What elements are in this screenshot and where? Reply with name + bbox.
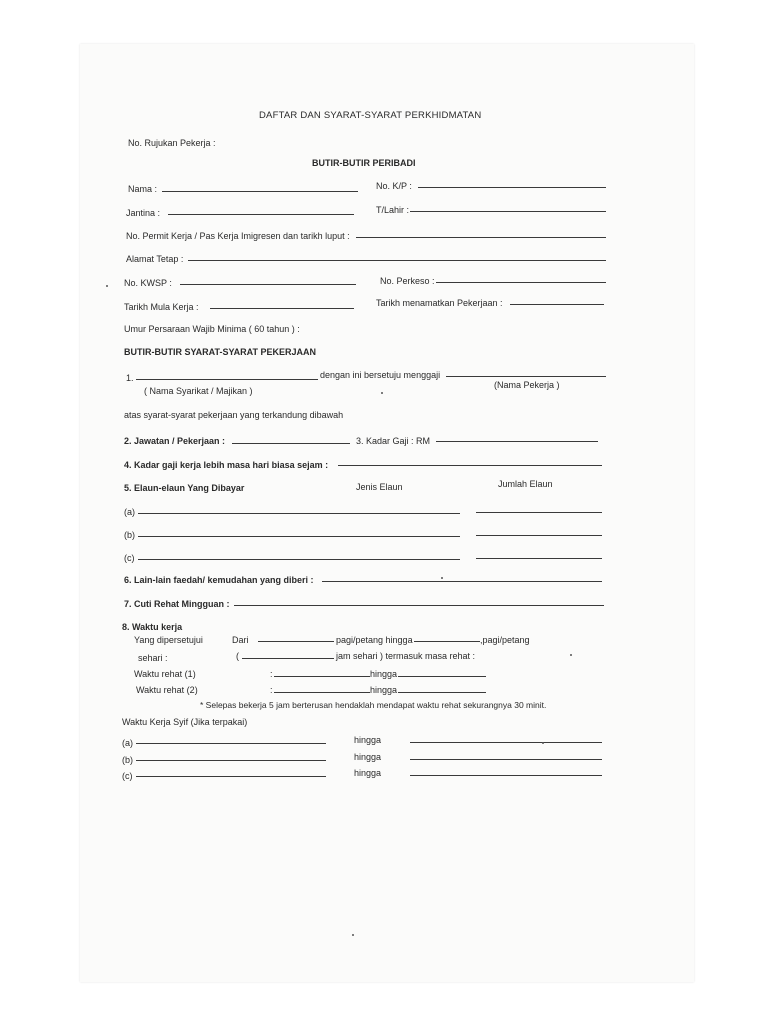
syif-b-label: (b) (122, 755, 133, 765)
nokp-field[interactable] (418, 187, 606, 188)
syif-b-hingga: hingga (354, 752, 382, 762)
terms-text: atas syarat-syarat pekerjaan yang terkandung dibawah (124, 410, 344, 420)
terms-heading: BUTIR-BUTIR SYARAT-SYARAT PEKERJAAN (124, 347, 317, 357)
open-paren: ( (236, 651, 239, 661)
speck (441, 577, 443, 579)
employer-field[interactable] (136, 379, 318, 380)
elaun-b-amount-field[interactable] (476, 535, 602, 536)
syif-a-label: (a) (122, 738, 133, 748)
faedah-field[interactable] (322, 581, 602, 582)
dipersetujui-label: Yang dipersetujui (134, 635, 203, 645)
elaun-label: 5. Elaun-elaun Yang Dibayar (124, 483, 245, 493)
waktu-kerja-label: 8. Waktu kerja (122, 622, 183, 632)
pagi-petang-1: pagi/petang hingga (336, 635, 413, 645)
syif-b-to-field[interactable] (410, 759, 602, 760)
employer-caption: ( Nama Syarikat / Majikan ) (144, 386, 253, 396)
personal-heading: BUTIR-BUTIR PERIBADI (312, 158, 416, 168)
kadar-ot-field[interactable] (338, 465, 602, 466)
agree-text: dengan ini bersetuju menggaji (320, 370, 441, 380)
elaun-c-type-field[interactable] (138, 559, 460, 560)
speck (352, 934, 354, 936)
syif-label: Waktu Kerja Syif (Jika terpakai) (122, 717, 248, 727)
jenis-elaun-header: Jenis Elaun (356, 482, 403, 492)
sehari-label: sehari : (138, 653, 168, 663)
rehat2-colon: : (270, 685, 273, 695)
rehat2-label: Waktu rehat (2) (136, 685, 198, 695)
syif-c-hingga: hingga (354, 768, 382, 778)
speck (106, 285, 108, 287)
elaun-c-label: (c) (124, 553, 135, 563)
cuti-label: 7. Cuti Rehat Mingguan : (124, 599, 230, 609)
rehat2-from-field[interactable] (274, 692, 370, 693)
syif-b-from-field[interactable] (136, 760, 326, 761)
cuti-field[interactable] (234, 605, 604, 606)
elaun-c-amount-field[interactable] (476, 558, 602, 559)
elaun-a-label: (a) (124, 507, 135, 517)
elaun-a-amount-field[interactable] (476, 512, 602, 513)
jam-sehari-text: jam sehari ) termasuk masa rehat : (336, 651, 476, 661)
tamat-field[interactable] (510, 304, 604, 305)
gaji-field[interactable] (436, 441, 598, 442)
kadar-ot-label: 4. Kadar gaji kerja lebih masa hari biasa sejam : (124, 460, 329, 470)
ref-label: No. Rujukan Pekerja : (128, 138, 216, 148)
rehat1-colon: : (270, 669, 273, 679)
syif-c-from-field[interactable] (136, 776, 326, 777)
alamat-field[interactable] (188, 260, 606, 261)
perkeso-label: No. Perkeso : (380, 276, 435, 286)
kwsp-label: No. KWSP : (124, 278, 172, 288)
mula-field[interactable] (210, 308, 354, 309)
tlahir-field[interactable] (410, 211, 606, 212)
syif-c-label: (c) (122, 771, 133, 781)
rehat2-hingga: hingga (370, 685, 398, 695)
jawatan-label: 2. Jawatan / Pekerjaan : (124, 436, 226, 446)
item1-num: 1. (126, 373, 134, 383)
permit-label: No. Permit Kerja / Pas Kerja Imigresen dan tarikh luput : (126, 231, 350, 241)
speck (542, 742, 544, 744)
kwsp-field[interactable] (180, 284, 356, 285)
jawatan-field[interactable] (232, 443, 350, 444)
syif-a-to-field[interactable] (410, 742, 602, 743)
alamat-label: Alamat Tetap : (126, 254, 184, 264)
nama-field[interactable] (162, 191, 358, 192)
jantina-label: Jantina : (126, 208, 161, 218)
elaun-b-type-field[interactable] (138, 536, 460, 537)
faedah-label: 6. Lain-lain faedah/ kemudahan yang diberi : (124, 575, 314, 585)
mula-label: Tarikh Mula Kerja : (124, 302, 199, 312)
pagi-petang-2: ,pagi/petang (480, 635, 530, 645)
speck (570, 654, 572, 656)
employee-field[interactable] (446, 376, 606, 377)
syif-c-to-field[interactable] (410, 775, 602, 776)
gaji-label: 3. Kadar Gaji : RM (356, 436, 431, 446)
permit-field[interactable] (356, 237, 606, 238)
form-title: DAFTAR DAN SYARAT-SYARAT PERKHIDMATAN (259, 110, 482, 121)
speck (381, 392, 383, 394)
elaun-b-label: (b) (124, 530, 135, 540)
elaun-a-type-field[interactable] (138, 513, 460, 514)
nokp-label: No. K/P : (376, 181, 412, 191)
tamat-label: Tarikh menamatkan Pekerjaan : (376, 298, 503, 308)
rest-note: * Selepas bekerja 5 jam berterusan hendaklah mendapat waktu rehat sekurangnya 30 minit. (200, 700, 547, 710)
jantina-field[interactable] (168, 214, 354, 215)
employee-caption: (Nama Pekerja ) (494, 380, 560, 390)
perkeso-field[interactable] (436, 282, 606, 283)
hingga-field[interactable] (414, 641, 480, 642)
jam-sehari-field[interactable] (242, 658, 334, 659)
nama-label: Nama : (128, 184, 158, 194)
dari-field[interactable] (258, 641, 334, 642)
syif-a-hingga: hingga (354, 735, 382, 745)
tlahir-label: T/Lahir : (376, 205, 410, 215)
rehat1-to-field[interactable] (398, 676, 486, 677)
rehat1-label: Waktu rehat (1) (134, 669, 196, 679)
dari-label: Dari (232, 635, 249, 645)
rehat2-to-field[interactable] (398, 692, 486, 693)
rehat1-hingga: hingga (370, 669, 398, 679)
syif-a-from-field[interactable] (136, 743, 326, 744)
umur-label: Umur Persaraan Wajib Minima ( 60 tahun ) : (124, 324, 300, 334)
rehat1-from-field[interactable] (274, 676, 370, 677)
jumlah-elaun-header: Jumlah Elaun (498, 479, 553, 489)
